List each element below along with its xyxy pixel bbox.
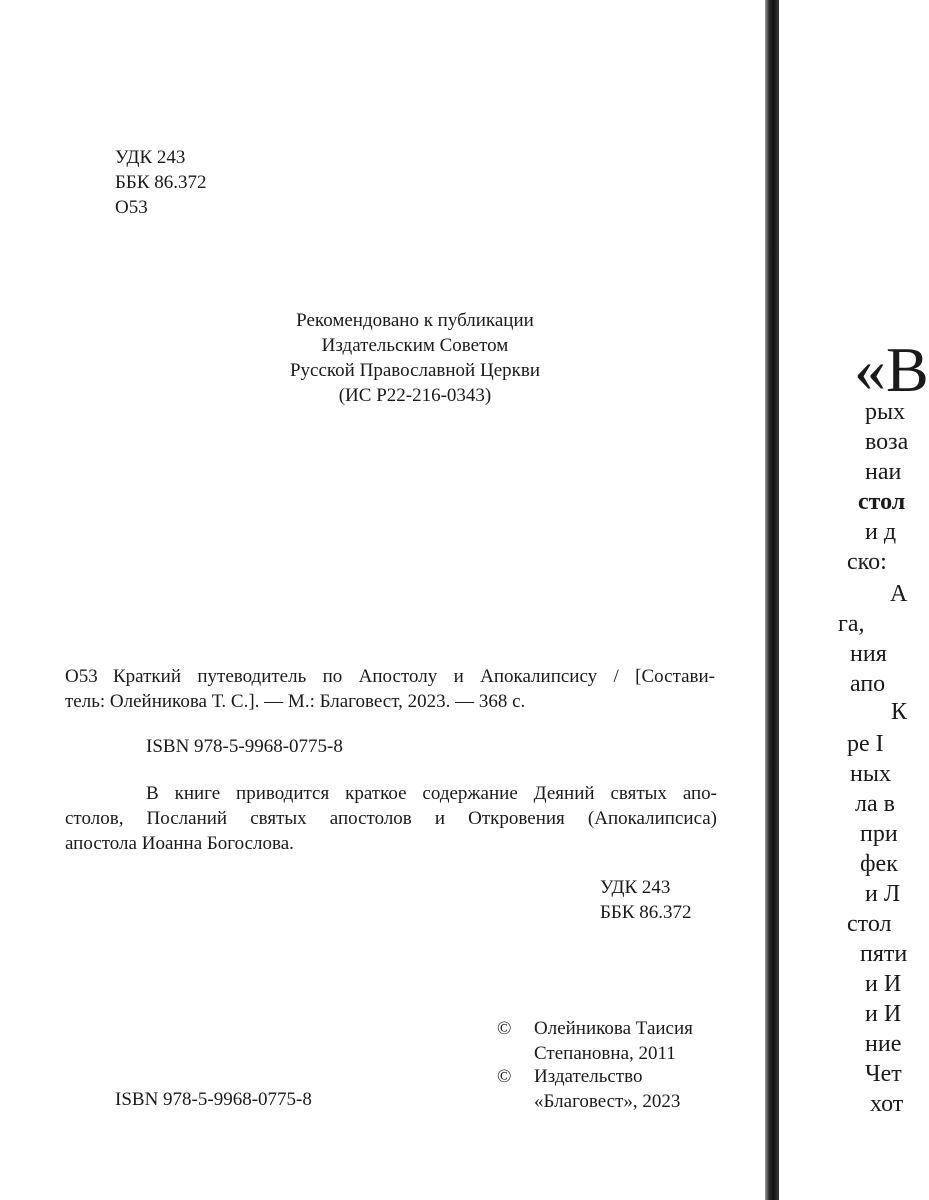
bib-author-mark: О53	[65, 666, 98, 687]
facing-line: стол	[847, 911, 892, 937]
facing-line: и д	[865, 519, 897, 545]
facing-line: ние	[865, 1031, 902, 1057]
book-spine	[765, 0, 779, 1200]
recommendation-block	[215, 308, 615, 408]
header-codes	[115, 145, 207, 220]
facing-line: Чет	[865, 1061, 902, 1087]
facing-line: воза	[865, 429, 909, 455]
facing-page	[779, 0, 929, 1200]
author-mark: О53	[115, 197, 148, 218]
copyright-line: «Благовест», 2023	[534, 1091, 681, 1112]
facing-line: рых	[865, 399, 906, 425]
annotation-line: В книге приводится краткое содержание Деяний святых апо-	[146, 783, 717, 804]
facing-line: апо	[850, 671, 886, 697]
facing-line: ла в	[855, 791, 895, 817]
recommendation-line: (ИС Р22-216-0343)	[338, 385, 492, 406]
facing-line: при	[860, 821, 898, 847]
udk-code: УДК 243	[600, 877, 671, 898]
bbk-code: ББК 86.372	[115, 172, 207, 193]
copyright-line: Олейникова Таисия	[534, 1018, 693, 1039]
bbk-code: ББК 86.372	[600, 902, 692, 923]
recommendation-line: Издательским Советом	[321, 335, 509, 356]
facing-line: К	[891, 699, 908, 725]
copyright-symbol: ©	[497, 1066, 512, 1087]
copyright-line: Издательство	[534, 1066, 643, 1087]
copyright-holder	[534, 1016, 693, 1066]
isbn-bottom: ISBN 978-5-9968-0775-8	[115, 1089, 312, 1110]
bib-line: Краткий путеводитель по Апостолу и Апокалипсису / [Состави-	[113, 666, 715, 687]
facing-heading: «В	[854, 334, 929, 405]
facing-line: и И	[865, 1001, 902, 1027]
recommendation-line: Русской Православной Церкви	[289, 360, 540, 381]
facing-line: фек	[860, 851, 898, 877]
facing-line: и Л	[865, 881, 901, 907]
facing-line: А	[890, 581, 908, 607]
annotation	[65, 781, 717, 856]
annotation-line: столов, Посланий святых апостолов и Откровения (Апокалипсиса)	[65, 808, 717, 829]
annotation-line: апостола Иоанна Богослова.	[65, 833, 294, 854]
facing-line: ния	[850, 641, 887, 667]
copyright-holder	[534, 1064, 680, 1114]
facing-line: ных	[850, 761, 891, 787]
recommendation-line: Рекомендовано к публикации	[296, 310, 534, 331]
facing-line: ско:	[847, 549, 887, 575]
bib-line: тель: Олейникова Т. С.]. — М.: Благовест, 2023. — 368 с.	[65, 691, 526, 712]
facing-line: га,	[838, 611, 865, 637]
copyright-line: Степановна, 2011	[534, 1043, 676, 1064]
footer-codes	[600, 875, 692, 925]
facing-line: хот	[870, 1091, 904, 1117]
facing-line: стол	[858, 489, 906, 515]
udk-code: УДК 243	[115, 147, 186, 168]
facing-line: и И	[865, 971, 902, 997]
facing-line: наи	[865, 459, 902, 485]
bibliographic-entry	[113, 664, 715, 689]
facing-line: пяти	[860, 941, 908, 967]
copyright-symbol: ©	[497, 1018, 512, 1039]
facing-line: ре I	[847, 731, 884, 757]
isbn-inline: ISBN 978-5-9968-0775-8	[146, 736, 343, 757]
